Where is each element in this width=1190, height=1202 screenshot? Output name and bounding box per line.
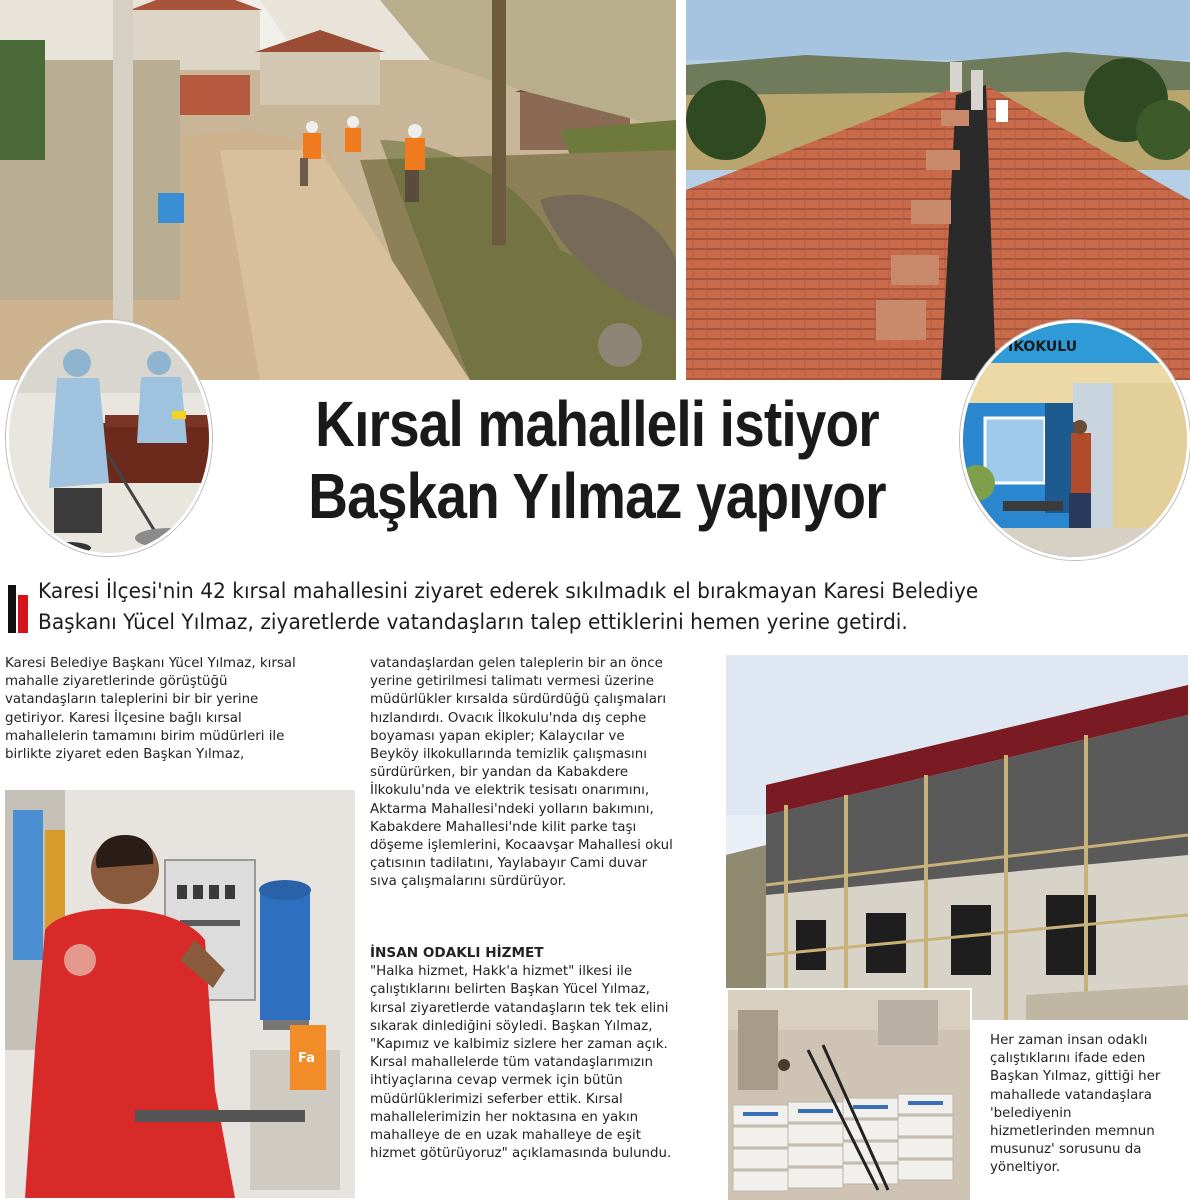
caption-line: musunuz' sorusunu da (990, 1142, 1142, 1158)
photo-cleaning-staff (6, 320, 212, 556)
lead-marker (8, 585, 28, 633)
body-column-1 (5, 655, 350, 764)
lead-paragraph (38, 576, 1142, 638)
headline-line-2: Başkan Yılmaz yapıyor (308, 460, 886, 532)
body-line: sıkarak dinlediğini söyledi. Başkan Yılmaz, (370, 1018, 653, 1034)
body-line: birlikte ziyaret eden Başkan Yılmaz, (5, 747, 245, 763)
headline (283, 388, 911, 532)
body-line: kırsal ziyaretlerde vatandaşların tek tek elini (370, 1000, 669, 1016)
body-line: Beyköy ilkokullarında temizlik çalışmasını (370, 747, 647, 763)
body-line: döşeme işlemlerini, Kocaavşar Mahallesi okul (370, 838, 673, 854)
body-line: müdürlüklerimizi seferber ettik. Kırsal (370, 1091, 623, 1107)
photo-school-painting (960, 320, 1190, 560)
fanta-label: Fa (298, 1051, 315, 1066)
body-line: vatandaşlardan gelen taleplerin bir an önce (370, 656, 663, 671)
caption-line: yöneltiyor. (990, 1160, 1061, 1176)
section-subhead: İNSAN ODAKLI HİZMET (370, 945, 544, 961)
body-line: mahallelerin tamamını birim müdürleri ile (5, 728, 285, 744)
photo-electric-repair (5, 790, 355, 1198)
photo-construction-building (726, 655, 1188, 1020)
body-line: mahallelerimizin her noktasına en yakın (370, 1109, 639, 1125)
body-line: Karesi Belediye Başkanı Yücel Yılmaz, kırsal (5, 656, 296, 671)
caption-line: hizmetlerinden memnun (990, 1124, 1155, 1140)
body-line: getiriyor. Karesi İlçesine bağlı kırsal (5, 710, 242, 726)
body-line: hizmet götürüyoruz" açıklamasında bulundu. (370, 1146, 672, 1162)
body-line: vatandaşların taleplerini bir bir yerine (5, 692, 259, 708)
body-line: çalıştıklarını belirten Başkan Yücel Yılmaz, (370, 982, 650, 998)
body-line: "Halka hizmet, Hakk'a hizmet" ilkesi ile (370, 964, 633, 980)
caption-line: Her zaman insan odaklı (990, 1033, 1148, 1048)
body-line: müdürlükler kırsalda sürdürdüğü çalışmaları (370, 692, 667, 708)
body-line: hızlandırdı. Ovacık İlkokulu'nda dış cephe (370, 710, 647, 726)
body-line: Aktarma Mahallesi'ndeki yolların bakımını, (370, 801, 654, 817)
lead-line: Başkanı Yücel Yılmaz, ziyaretlerde vatandaşların talep ettiklerini hemen yerine getirdi. (38, 610, 908, 634)
body-line: Kırsal mahallelerde tüm vatandaşlarımızın (370, 1055, 653, 1071)
headline-line-1: Kırsal mahalleli istiyor (315, 388, 879, 460)
lead-line: Karesi İlçesi'nin 42 kırsal mahallesini ziyaret ederek sıkılmadık el bırakmayan Karesi Belediye (38, 579, 979, 603)
caption-column (990, 1032, 1188, 1178)
body-line: ihtiyaçlarına cevap vermek için bütün (370, 1073, 623, 1089)
caption-line: mahallede vatandaşlara (990, 1087, 1153, 1103)
caption-line: çalıştıklarını ifade eden (990, 1051, 1146, 1067)
school-sign-text: İKOKULU (1008, 339, 1078, 355)
body-line: mahalleye de en uzak mahalleye de eşit (370, 1128, 641, 1144)
body-line: İlkokulu'nda ve elektrik tesisatı onarımını, (370, 783, 650, 799)
body-line: yerine getirilmesi talimatı vermesi üzerine (370, 674, 655, 690)
body-column-2-section (370, 944, 715, 1163)
photo-roof-repair (686, 0, 1190, 380)
body-line: Kabakdere Mahallesi'nde kilit parke taşı (370, 819, 637, 835)
body-column-2 (370, 655, 715, 892)
body-line: boyaması yapan ekipler; Kalaycılar ve (370, 728, 625, 744)
body-line: sürdürürken, bir yandan da Kabakdere (370, 765, 629, 781)
caption-line: Başkan Yılmaz, gittiği her (990, 1069, 1161, 1085)
caption-line: 'belediyenin (990, 1105, 1072, 1121)
body-line: mahalle ziyaretlerinde görüştüğü (5, 674, 228, 690)
body-line: sıva çalışmalarını sürdürüyor. (370, 874, 567, 890)
photo-cement-bags (726, 988, 972, 1202)
body-line: çatısının tadilatını, Yaylabayır Cami duvar (370, 856, 648, 872)
body-line: "Kapımız ve kalbimiz sizlere her zaman açık. (370, 1037, 668, 1053)
